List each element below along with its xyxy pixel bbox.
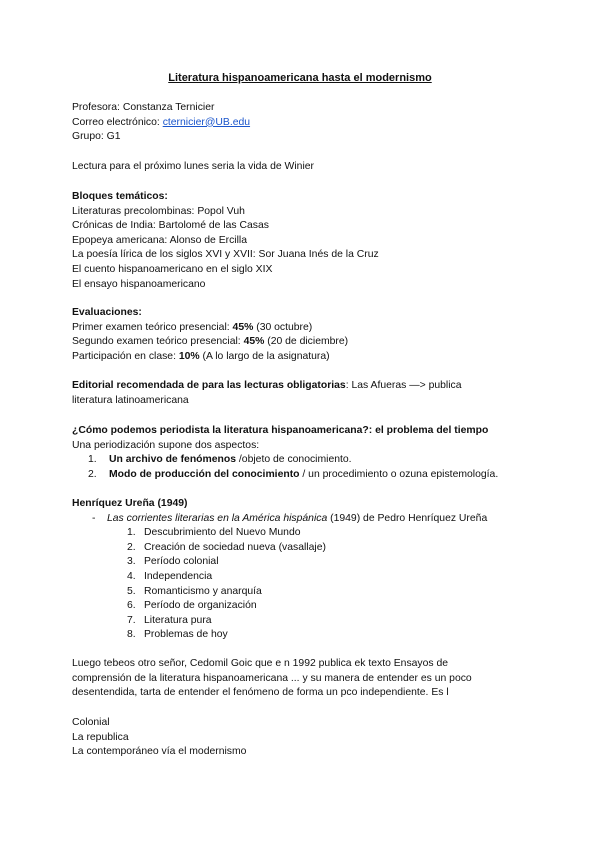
henriquez-section (72, 497, 542, 643)
list-item: 2. Creación de sociedad nueva (vasallaje) (127, 541, 326, 553)
editorial-bold: Editorial recomendada de para las lecturas obligatorias (72, 380, 346, 391)
evaluacion-item: Participación en clase: 10% (A lo largo de la asignatura) (72, 350, 330, 362)
periodizacion-heading: ¿Cómo podemos periodista la literatura hispanoamericana?: el problema del tiempo (72, 425, 489, 436)
list-item: 6. Período de organización (127, 600, 257, 612)
list-item: 3. Período colonial (127, 556, 219, 568)
grupo-value: G1 (106, 131, 121, 143)
evaluaciones-section (72, 306, 542, 364)
list-item: 1. Un archivo de fenómenos /objeto de conocimiento. (88, 454, 352, 466)
evaluacion-item: Primer examen teórico presencial: 45% (30 octubre) (72, 321, 313, 333)
evaluacion-pct: 10% (178, 350, 200, 362)
list-item: 8. Problemas de hoy (127, 629, 228, 641)
final-list (72, 716, 542, 760)
goic-paragraph: Luego tebeos otro señor, Cedomil Goic que e n 1992 publica ek texto Ensayos de comprensión de la literatura hispanoamericana ... y su manera de entender es un poco desentendida, tarta de entender el fenómeno de forma un pco independiente. Es l (72, 658, 472, 699)
henriquez-heading: Henríquez Ureña (1949) (72, 498, 188, 509)
list-item: 2. Modo de producción del conocimiento / un procedimiento o ozuna epistemología. (88, 468, 499, 480)
editorial-paragraph: Editorial recomendada de para las lecturas obligatorias: Las Afueras —> publica literatura latinoamericana (72, 380, 462, 406)
periodizacion-section (72, 424, 542, 482)
bloques-section (72, 190, 542, 292)
profesora-name: Constanza Ternicier (122, 102, 215, 113)
final-item: La republica (72, 731, 129, 743)
bloques-heading: Bloques temáticos: (72, 191, 168, 202)
list-item: 7. Literatura pura (127, 614, 212, 626)
list-item: 5. Romanticismo y anarquía (127, 585, 262, 597)
periodos-list (72, 526, 542, 643)
evaluacion-item: Segundo examen teórico presencial: 45% (20 de diciembre) (72, 336, 349, 348)
bloque-item: Crónicas de India: Bartolomé de las Casas (72, 220, 269, 232)
list-item: 4. Independencia (127, 570, 213, 582)
evaluacion-pct: 45% (243, 336, 265, 348)
periodizacion-intro: Una periodización supone dos aspectos: (72, 439, 260, 451)
book-title: Las corrientes literarias en la América hispánica (107, 512, 328, 524)
correo-line: Correo electrónico: cternicier@UB.edu (72, 116, 251, 128)
list-item: 1. Descubrimiento del Nuevo Mundo (127, 527, 301, 539)
document-title: Literatura hispanoamericana hasta el modernismo (168, 72, 432, 84)
grupo-line: Grupo: G1 (72, 131, 121, 143)
bloque-item: Epopeya americana: Alonso de Ercilla (72, 234, 248, 246)
book-reference: - Las corrientes literarias en la América hispánica (1949) de Pedro Henríquez Ureña (92, 512, 488, 524)
bloque-item: La poesía lírica de los siglos XVI y XVII: Sor Juana Inés de la Cruz (72, 249, 379, 261)
lectura-note: Lectura para el próximo lunes seria la vida de Winier (72, 161, 314, 172)
email-link[interactable]: cternicier@UB.edu (162, 116, 251, 128)
bloque-item: Literaturas precolombinas: Popol Vuh (72, 205, 245, 217)
course-info (72, 101, 542, 145)
bloque-item: El ensayo hispanoamericano (72, 278, 206, 290)
final-item: Colonial (72, 717, 110, 728)
profesora-line: Profesora: Constanza Ternicier (72, 102, 215, 113)
evaluaciones-heading: Evaluaciones: (72, 307, 142, 318)
evaluacion-pct: 45% (232, 321, 254, 333)
bloque-item: El cuento hispanoamericano en el siglo XIX (72, 263, 273, 275)
final-item: La contemporáneo vía el modernismo (72, 746, 247, 758)
periodizacion-list (72, 453, 542, 482)
